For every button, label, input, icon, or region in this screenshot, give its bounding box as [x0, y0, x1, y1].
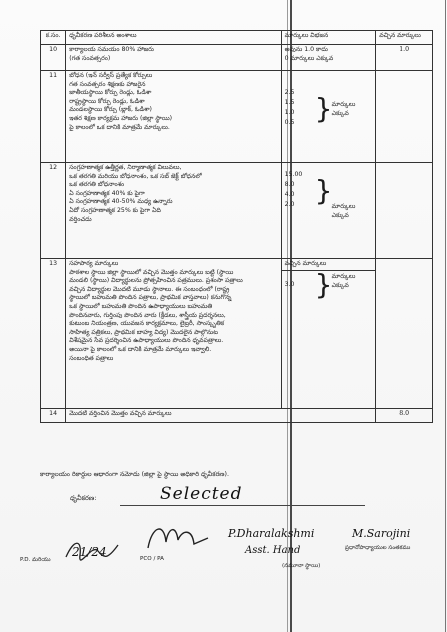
marks-value: 1.0: [284, 109, 295, 116]
criteria-line: ఒక తరగతి బోధనాంశం: [69, 181, 125, 189]
header-criteria: ధృవీకరణ పరిశీలన అంశాలు: [66, 31, 281, 45]
criteria-line: సంబంధిత పత్రాలు: [69, 354, 114, 362]
marks-value: 8.0: [284, 181, 295, 188]
marks-value: 0.5: [284, 119, 295, 126]
page-edge: [445, 0, 446, 632]
marks-value: 3.0: [284, 281, 295, 288]
table-header-row: [41, 31, 433, 45]
criteria-line: అయినా పై కాలంలో ఒక దానికి మాత్రమే మార్కులు ఇవ్వాలి.: [69, 345, 212, 353]
marks-obtained: [376, 259, 433, 409]
marks-subheader: వచ్చిన మార్కులు: [282, 259, 376, 271]
marks-note: ఎక్కువ: [331, 109, 349, 117]
marks-value: 15.00: [284, 171, 303, 178]
row-marks-split: [281, 71, 376, 163]
row-criteria: [66, 45, 281, 71]
marks-note: ఎక్కువ: [331, 281, 349, 289]
row-marks-split: [281, 163, 376, 259]
remarks-label: ధృవీకరణ:: [70, 494, 97, 502]
marks-value: 1.5: [284, 99, 295, 106]
criteria-line: మండలస్థాయి కోర్సు (బ్లాక్, ఓడిశా): [69, 106, 152, 114]
table-row: [41, 163, 433, 259]
criteria-line: ఏదో సంగ్రహణాత్మక 25% కు పైగా ఏది: [69, 206, 161, 214]
marks-obtained: 1.0: [376, 45, 433, 71]
row-number: 10: [41, 45, 66, 71]
criteria-line: రాష్ట్రస్థాయి కోర్సు రెండ్లు, ఓడిశా: [69, 97, 145, 105]
criteria-line: ఏ సంగ్రహణాత్మక 40% కు పైగా: [69, 189, 145, 197]
criteria-line: విశేషమైన సేవ ప్రదర్శించిన ఉపాధ్యాయులు పొందిన ధృవపత్రాలు.: [69, 337, 224, 345]
row-marks-split: [281, 259, 376, 409]
marks-table: [40, 30, 433, 423]
row-criteria: మొదటి వర్తించిన మొత్తం వచ్చిన మార్కులు: [66, 409, 376, 423]
signature-pd: 21/24: [72, 545, 107, 559]
criteria-line: సంగ్రహణాత్మక ఉత్తీర్ణత, నిర్మాణాత్మక విలువలు,: [69, 164, 182, 171]
signature-label-pco: PCO / PA: [140, 556, 164, 562]
marks-value: 2.5: [284, 89, 295, 96]
row-criteria: [66, 71, 281, 163]
footnote: కార్యాలయం రికార్డుల ఆధారంగా నమోదు (జిల్లా పై స్థాయి అధికారి ధృవీకరణ).: [40, 471, 229, 478]
criteria-line: గత సంవత్సరం శిక్షణకు హాజరైన: [69, 80, 146, 88]
marks-note: మార్కులు: [331, 203, 356, 210]
criteria-line: వచ్చిన విద్యార్థుల మొదటి మూడు స్థానాలు. ఈ సంబంధంలో (రాష్ట్ర: [69, 285, 230, 293]
remarks-value: Selected: [160, 484, 243, 504]
criteria-line: స్థాయిలో బహుమతి పొందిన పత్రాలు, ప్రాథమిక వాస్తవాలు) కనుగొన్న: [69, 294, 232, 302]
criteria-line: జాతీయస్థాయి కోర్సు రెండ్లు, ఓడిశా: [69, 89, 152, 97]
signature-scribble-pd: [62, 535, 122, 565]
criteria-line: మండలి (స్థాయి) విద్యార్థులను ప్రోత్సహించిన పత్రములు. ప్రశంసా పత్రాలు: [69, 277, 243, 285]
signature-name-dharalakshmi: P.Dharalakshmi: [228, 527, 315, 540]
table-row: [41, 45, 433, 71]
criteria-line: ఏ సంగ్రహణాత్మక 40-50% మధ్య ఉన్నారు: [69, 198, 173, 206]
row-number: 11: [41, 71, 66, 163]
signature-name-sarojini: M.Sarojini: [352, 527, 411, 540]
header-marks-obtained: వచ్చిన మార్కులు: [376, 31, 433, 45]
remarks-underline: [120, 505, 365, 506]
marks-value: 4.0: [284, 191, 295, 198]
criteria-line: పాఠశాల స్థాయి జిల్లా స్థాయిలో వచ్చిన మొత్తం మార్కులు బట్టి (స్థాయి: [69, 268, 234, 276]
signature-label-pd: P.D. మరియు: [20, 557, 51, 563]
criteria-line: పై కాలంలో ఒక దానికి మాత్రమే మార్కులు.: [69, 123, 170, 131]
brace-icon: }: [314, 174, 333, 207]
table-row: [41, 71, 433, 163]
marks-line: 0 మార్కులు ఎక్కువ: [284, 54, 334, 62]
criteria-line: ఒక తరగతి మరియు బోధనాంశం, ఒక సబ్ జెక్ట్ బోధనలో: [69, 172, 202, 180]
marks-note: ఎక్కువ: [331, 211, 349, 219]
total-marks-obtained: 8.0: [376, 409, 433, 423]
row-number: 12: [41, 163, 66, 259]
row-criteria: [66, 259, 281, 409]
marks-obtained: [376, 163, 433, 259]
marks-note: మార్కులు: [331, 101, 356, 108]
header-serial: క.సం.: [41, 31, 66, 45]
marks-obtained: [376, 71, 433, 163]
marks-value: 2.0: [284, 201, 295, 208]
criteria-line: ఇతర శిక్షణ కార్యక్రమ హాజరు (జిల్లా స్థాయి): [69, 114, 173, 122]
row-marks-split: [281, 45, 376, 71]
signature-scribble-pco: [142, 518, 212, 556]
row-criteria: [66, 163, 281, 259]
criteria-line: పొందినవారు, గుర్తింపు పొందిన వారు (క్రీడలు, శాస్త్రీయ ప్రదర్శనలు,: [69, 311, 226, 319]
row-number: 13: [41, 259, 66, 409]
criteria-line: కుటుంబ నియంత్రణ, యువజన కార్యక్రమాలు, లైబ్రరీ, సాంస్కృతిక: [69, 320, 225, 328]
criteria-line: ఒక స్థాయిలో బహుమతి పొందిన ఉపాధ్యాయులు బహుమతి: [69, 302, 213, 310]
table-row: [41, 409, 433, 423]
criteria-line: సాహిత్య పత్రికలు, ప్రాథమిక బాహ్య విద్య) మొదలైన పాల్గొనుట: [69, 328, 218, 336]
criteria-line: (గత సంవత్సరం): [69, 54, 111, 62]
header-marks-split: మార్కులు విభజన: [281, 31, 376, 45]
table-row: [41, 259, 433, 409]
signature-name-asst: Asst. Hand: [245, 545, 301, 556]
brace-icon: }: [314, 92, 333, 125]
marks-note: మార్కులు: [331, 273, 356, 280]
brace-icon: }: [314, 268, 333, 301]
criteria-line: సహపాఠ్య మార్కులు: [69, 260, 119, 267]
criteria-line: వర్తించదు: [69, 215, 92, 223]
marks-line: అవును 1.0 కాదు: [284, 46, 328, 53]
row-number: 14: [41, 409, 66, 423]
signature-label-headmaster: ప్రధానోపాధ్యాయుల సంతకము: [345, 545, 411, 551]
signature-label-assistant: (నమూనా స్థాయి): [282, 563, 321, 569]
criteria-line: కార్యాలయ సమయం 80% హాజరు: [69, 46, 154, 53]
criteria-line: బోధన (ఇన్ సర్వీస్ ప్రత్యేక కోర్సులు: [69, 72, 153, 79]
